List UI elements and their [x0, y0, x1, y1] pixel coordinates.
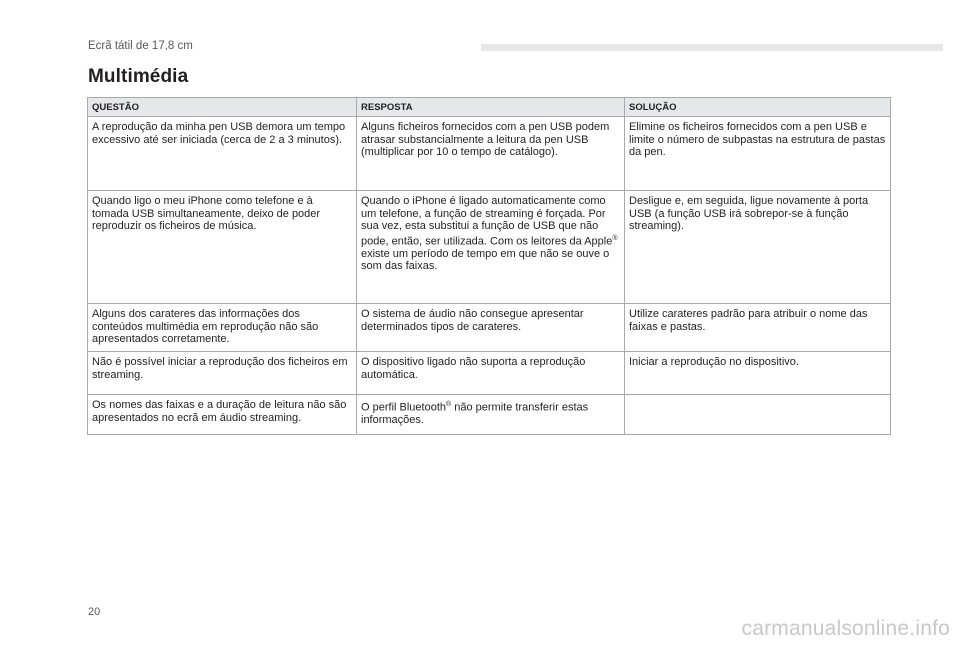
watermark: carmanualsonline.info	[741, 617, 950, 640]
column-header-solution: SOLUÇÃO	[625, 98, 891, 117]
cell-question: Os nomes das faixas e a duração de leitura não são apresentados no ecrã em áudio streaming.	[88, 395, 357, 435]
answer-text: não permite transferir estas informações.	[361, 401, 589, 427]
cell-question: A reprodução da minha pen USB demora um tempo excessivo até ser iniciada (cerca de 2 a 3 minutos).	[88, 117, 357, 191]
chapter-header: Ecrã tátil de 17,8 cm	[88, 40, 193, 52]
cell-question: Não é possível iniciar a reprodução dos ficheiros em streaming.	[88, 352, 357, 395]
cell-answer: Alguns ficheiros fornecidos com a pen USB podem atrasar substancialmente a leitura da pen USB (multiplicar por 10 o tempo de catálogo).	[357, 117, 625, 191]
cell-solution	[625, 395, 891, 435]
table-row	[88, 304, 891, 352]
answer-text: existe um período de tempo em que não se ouve o som das faixas.	[361, 247, 610, 273]
section-title: Multimédia	[88, 66, 189, 87]
cell-answer	[357, 191, 625, 304]
page-number: 20	[88, 606, 101, 618]
faq-table	[87, 97, 891, 435]
table-row	[88, 191, 891, 304]
header-bar	[481, 44, 943, 51]
answer-text: Quando o iPhone é ligado automaticamente como um telefone, a função de streaming é forçada. Por sua vez, esta substitui a função de USB que não pode, então, ser utilizada. Com os leitores da Apple	[361, 195, 613, 248]
cell-solution: Desligue e, em seguida, ligue novamente à porta USB (a função USB irá sobrepor-se à função streaming).	[625, 191, 891, 304]
cell-answer: O sistema de áudio não consegue apresentar determinados tipos de carateres.	[357, 304, 625, 352]
registered-mark: ®	[612, 234, 618, 242]
cell-solution: Utilize carateres padrão para atribuir o nome das faixas e pastas.	[625, 304, 891, 352]
cell-question: Quando ligo o meu iPhone como telefone e à tomada USB simultaneamente, deixo de poder reproduzir os ficheiros de música.	[88, 191, 357, 304]
cell-answer: O dispositivo ligado não suporta a reprodução automática.	[357, 352, 625, 395]
column-header-answer: RESPOSTA	[357, 98, 625, 117]
cell-solution: Iniciar a reprodução no dispositivo.	[625, 352, 891, 395]
column-header-question: QUESTÃO	[88, 98, 357, 117]
cell-solution: Elimine os ficheiros fornecidos com a pen USB e limite o número de subpastas na estrutura de pastas da pen.	[625, 117, 891, 191]
table-header-row	[88, 98, 891, 117]
table-row	[88, 352, 891, 395]
cell-question: Alguns dos carateres das informações dos conteúdos multimédia em reprodução não são apresentados corretamente.	[88, 304, 357, 352]
table-row	[88, 117, 891, 191]
answer-text: O perfil Bluetooth	[361, 401, 446, 414]
registered-mark: ®	[446, 401, 452, 408]
table-row	[88, 395, 891, 435]
cell-answer	[357, 395, 625, 435]
